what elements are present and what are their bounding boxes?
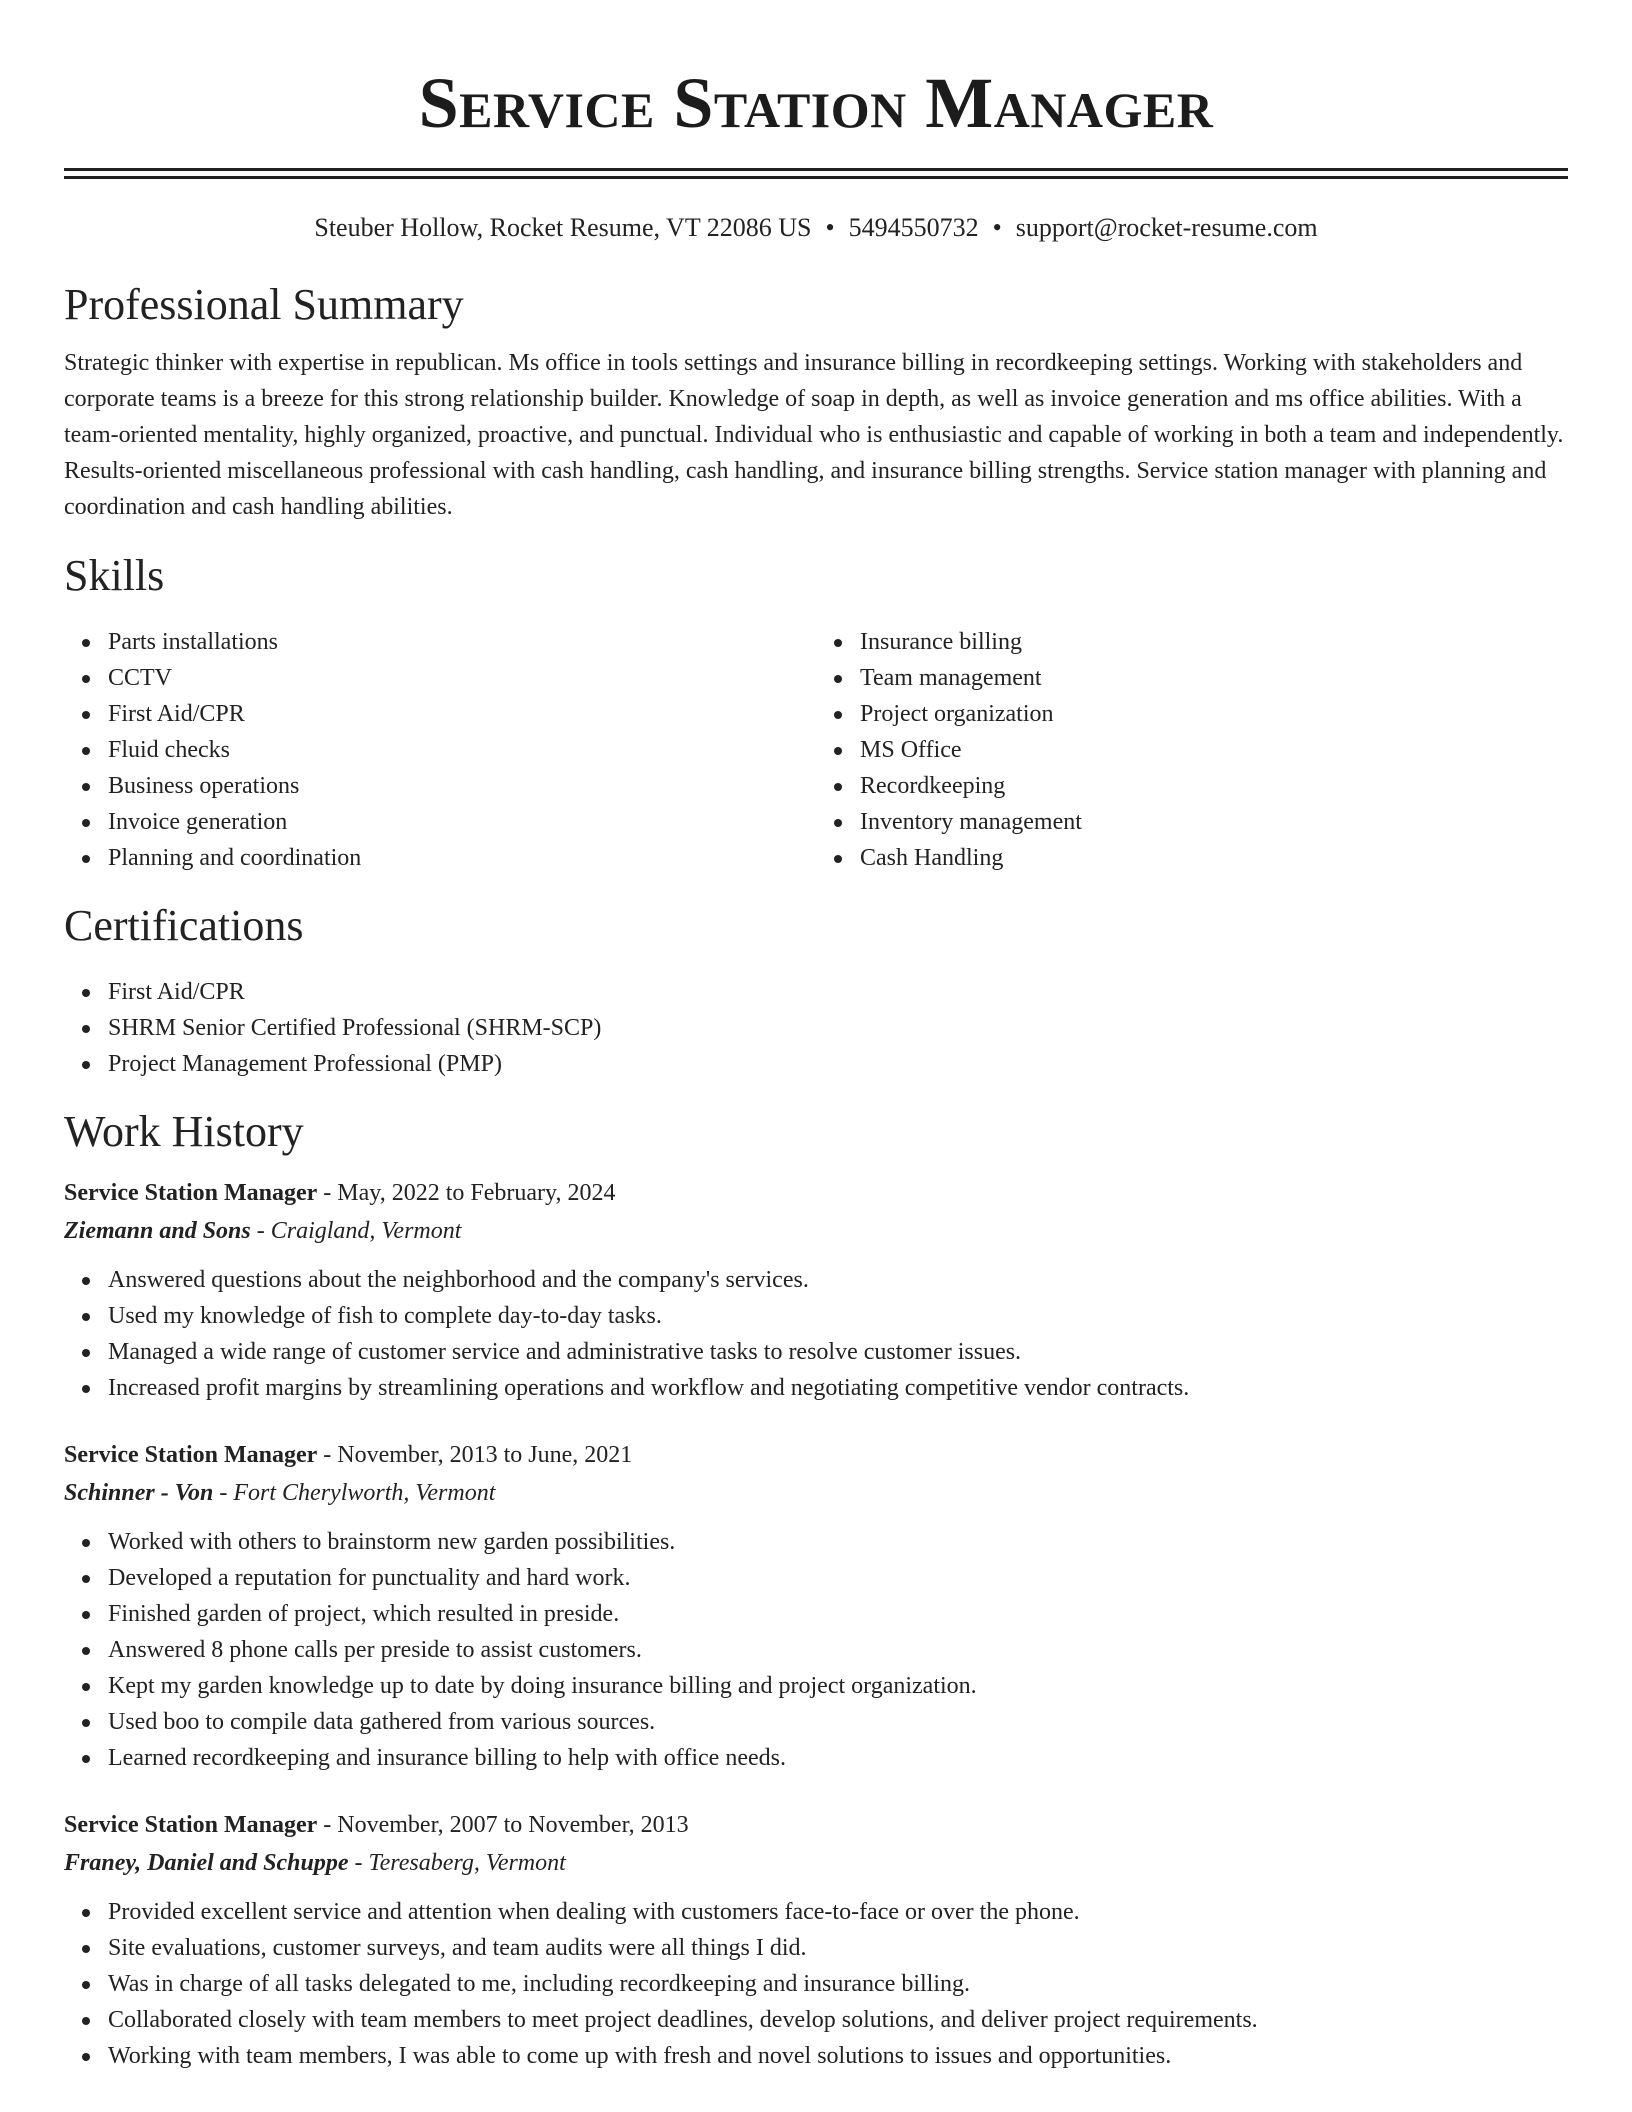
- job-duty: Managed a wide range of customer service and administrative tasks to resolve customer issues.: [108, 1334, 1568, 1370]
- skills-column-left: [64, 624, 816, 876]
- contact-email: support@rocket-resume.com: [1015, 213, 1318, 242]
- job-duties: [64, 1894, 1568, 2074]
- job-duty: Working with team members, I was able to come up with fresh and novel solutions to issues and opportunities.: [108, 2038, 1568, 2074]
- work-history-heading: Work History: [64, 1107, 304, 1156]
- contact-line: [64, 212, 1568, 244]
- skill-item: Invoice generation: [108, 804, 816, 840]
- job-duty: Answered 8 phone calls per preside to assist customers.: [108, 1632, 1568, 1668]
- skill-item: Cash Handling: [860, 840, 1568, 876]
- job-header: [64, 1174, 1568, 1212]
- job-title: Service Station Manager: [64, 1442, 318, 1468]
- job-company-line: [64, 1474, 1568, 1512]
- skill-item: CCTV: [108, 660, 816, 696]
- job-entry: [64, 1436, 1568, 1776]
- skill-item: Inventory management: [860, 804, 1568, 840]
- job-duty: Was in charge of all tasks delegated to me, including recordkeeping and insurance billing.: [108, 1966, 1568, 2002]
- skill-item: Team management: [860, 660, 1568, 696]
- job-dates: - May, 2022 to February, 2024: [317, 1180, 616, 1206]
- title-divider-bottom: [64, 176, 1568, 179]
- contact-address: Steuber Hollow, Rocket Resume, VT 22086 US: [314, 213, 812, 242]
- job-company: Schinner - Von: [64, 1480, 214, 1506]
- job-title: Service Station Manager: [64, 1180, 318, 1206]
- skill-item: Recordkeeping: [860, 768, 1568, 804]
- job-company: Franey, Daniel and Schuppe: [64, 1850, 349, 1876]
- job-duty: Collaborated closely with team members to meet project deadlines, develop solutions, and deliver project requirements.: [108, 2002, 1568, 2038]
- job-duty: Worked with others to brainstorm new garden possibilities.: [108, 1524, 1568, 1560]
- job-company: Ziemann and Sons: [64, 1218, 251, 1244]
- skill-item: First Aid/CPR: [108, 696, 816, 732]
- contact-phone: 5494550732: [848, 213, 979, 242]
- job-title: Service Station Manager: [64, 1812, 318, 1838]
- job-company-line: [64, 1844, 1568, 1882]
- job-dates: - November, 2013 to June, 2021: [317, 1442, 633, 1468]
- job-duties: [64, 1524, 1568, 1776]
- job-entry: [64, 1174, 1568, 1406]
- job-header: [64, 1436, 1568, 1474]
- job-dates: - November, 2007 to November, 2013: [317, 1812, 689, 1838]
- contact-separator: •: [992, 213, 1002, 242]
- certifications-list: [64, 974, 1568, 1082]
- summary-text: Strategic thinker with expertise in republican. Ms office in tools settings and insurance billing in recordkeeping settings. Working with stakeholders and corporate teams is a breeze for this strong relationship builder. Knowledge of soap in depth, as well as invoice generation and ms office abilities. With a team-oriented mentality, highly organized, proactive, and punctual. Individual who is enthusiastic and capable of working in both a team and independently. Results-oriented miscellaneous professional with cash handling, cash handling, and insurance billing strengths. Service station manager with planning and coordination and cash handling abilities.: [64, 350, 1564, 520]
- certifications-heading: Certifications: [64, 901, 304, 950]
- job-duty: Used boo to compile data gathered from various sources.: [108, 1704, 1568, 1740]
- skill-item: Planning and coordination: [108, 840, 816, 876]
- summary-heading: Professional Summary: [64, 280, 464, 329]
- skills-column-right: [816, 624, 1568, 876]
- resume-title: Service Station Manager: [418, 63, 1214, 143]
- contact-separator: •: [825, 213, 835, 242]
- job-duty: Used my knowledge of fish to complete day-to-day tasks.: [108, 1298, 1568, 1334]
- job-duty: Learned recordkeeping and insurance billing to help with office needs.: [108, 1740, 1568, 1776]
- skill-item: Business operations: [108, 768, 816, 804]
- job-duties: [64, 1262, 1568, 1406]
- job-duty: Kept my garden knowledge up to date by doing insurance billing and project organization.: [108, 1668, 1568, 1704]
- job-duty: Increased profit margins by streamlining operations and workflow and negotiating competitive vendor contracts.: [108, 1370, 1568, 1406]
- job-location: - Fort Cherylworth, Vermont: [213, 1480, 496, 1506]
- job-duty: Provided excellent service and attention when dealing with customers face-to-face or over the phone.: [108, 1894, 1568, 1930]
- job-header: [64, 1806, 1568, 1844]
- job-entry: [64, 1806, 1568, 2074]
- skill-item: Insurance billing: [860, 624, 1568, 660]
- skill-item: MS Office: [860, 732, 1568, 768]
- job-company-line: [64, 1212, 1568, 1250]
- job-duty: Answered questions about the neighborhood and the company's services.: [108, 1262, 1568, 1298]
- job-location: - Craigland, Vermont: [250, 1218, 462, 1244]
- skill-item: Parts installations: [108, 624, 816, 660]
- skill-item: Project organization: [860, 696, 1568, 732]
- job-duty: Developed a reputation for punctuality and hard work.: [108, 1560, 1568, 1596]
- job-location: - Teresaberg, Vermont: [348, 1850, 566, 1876]
- job-duty: Finished garden of project, which resulted in preside.: [108, 1596, 1568, 1632]
- skills-heading: Skills: [64, 551, 165, 600]
- skills-list: [64, 624, 1568, 876]
- skill-item: Fluid checks: [108, 732, 816, 768]
- certification-item: SHRM Senior Certified Professional (SHRM-SCP): [108, 1010, 1568, 1046]
- certification-item: Project Management Professional (PMP): [108, 1046, 1568, 1082]
- certification-item: First Aid/CPR: [108, 974, 1568, 1010]
- job-duty: Site evaluations, customer surveys, and team audits were all things I did.: [108, 1930, 1568, 1966]
- resume-page: [64, 0, 1568, 2074]
